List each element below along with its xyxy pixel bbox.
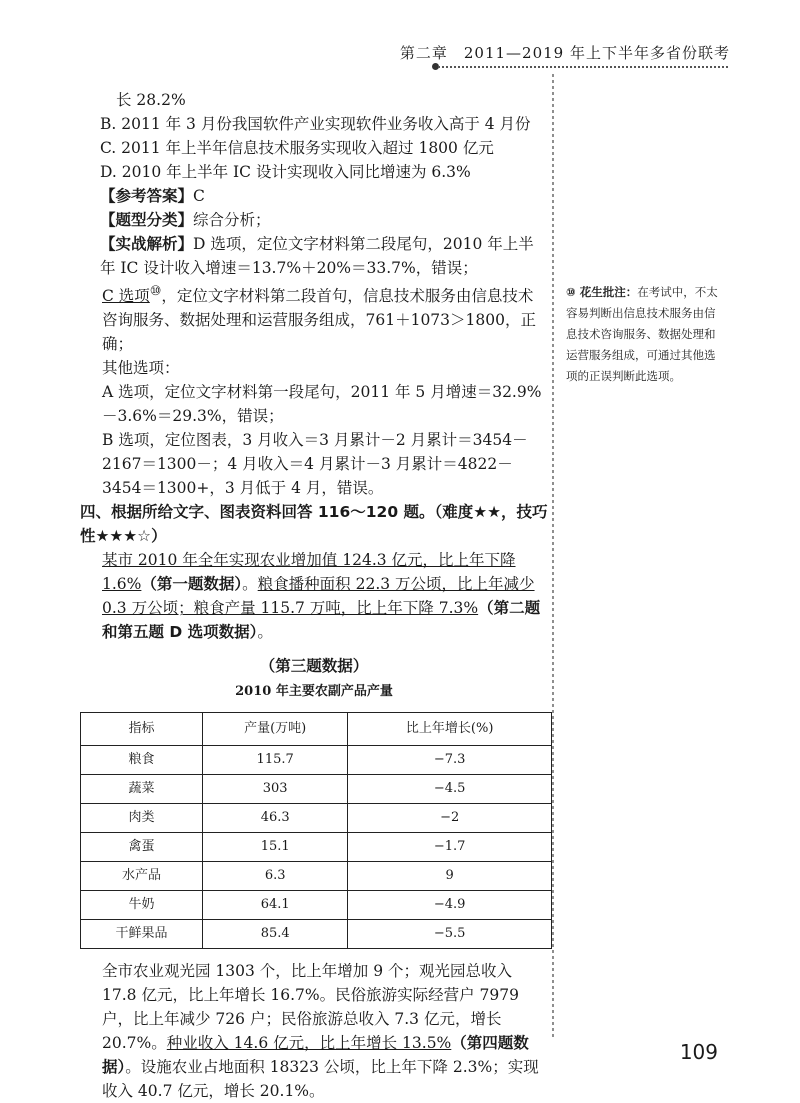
- analysis-d-text: D 选项，定位文字材料第二段尾句，2010 年上半年 IC 设计收入增速＝13.7%＋20%＝33.7%，错误；: [100, 235, 534, 277]
- analysis-c-prefix: C 选项: [102, 287, 150, 306]
- table-title: 2010 年主要农副产品产量: [235, 684, 393, 700]
- footnote-marker: ⑩: [149, 284, 162, 299]
- table-caption: （第三题数据）: [259, 657, 369, 676]
- header-dotted-rule: [438, 66, 728, 68]
- table-cell: 9: [348, 862, 552, 891]
- table-cell: −4.9: [348, 891, 552, 920]
- answer-label: 【参考答案】: [100, 187, 194, 205]
- data-tag-1: （第一题数据）: [141, 575, 243, 594]
- punct-2: 。: [257, 623, 273, 642]
- paragraph-2-text-1: 全市农业观光园 1303 个，比上年增加 9 个；观光园总收入 17.8 亿元，比上年增长 16.7%。民俗旅游实际经营户 7979 户，比上年减少 726 户；民俗旅游总收入 7.3 亿元，增长 20.7%。: [102, 962, 519, 1053]
- table-cell: 粮食: [81, 746, 203, 775]
- paragraph-2-text-2: 。设施农业占地面积 18323 公顷，比上年下降 2.3%；实现收入 40.7 亿元，增长 20.1%。: [102, 1058, 539, 1101]
- analysis-c-text: ，定位文字材料第二段首句，信息技术服务由信息技术咨询服务、数据处理和运营服务组成，761＋1073＞1800，正确；: [102, 287, 536, 354]
- table-row: [81, 920, 552, 949]
- analysis-label: 【实战解析】: [100, 235, 194, 253]
- data-tag-3: （第四题数据）: [102, 1034, 529, 1077]
- option-d: D. 2010 年上半年 IC 设计实现收入同比增速为 6.3%: [100, 163, 471, 181]
- table-row: [81, 775, 552, 804]
- table-cell: 303: [203, 775, 348, 804]
- table-header: 指标: [81, 713, 203, 746]
- table-row: [81, 804, 552, 833]
- table-cell: −5.5: [348, 920, 552, 949]
- answer-value: C: [193, 187, 205, 205]
- production-table: [80, 712, 552, 949]
- type-line: [80, 208, 548, 232]
- other-options-label: 其他选项：: [102, 359, 180, 378]
- material-paragraph-2: [80, 959, 548, 1103]
- type-value: 综合分析；: [193, 211, 271, 229]
- table-cell: 6.3: [203, 862, 348, 891]
- underlined-text-3: 种业收入 14.6 亿元，比上年增长 13.5%: [166, 1034, 452, 1053]
- table-header-row: [81, 713, 552, 746]
- table-cell: 115.7: [203, 746, 348, 775]
- margin-note-text: 在考试中，不太容易判断出信息技术服务由信息技术咨询服务、数据处理和运营服务组成，可通过其他选项的正误判断此选项。: [566, 285, 718, 383]
- data-tag-2: （第二题和第五题 D 选项数据）: [102, 599, 541, 642]
- option-c: C. 2011 年上半年信息技术服务实现收入超过 1800 亿元: [100, 139, 494, 157]
- material-paragraph-1: [80, 548, 548, 644]
- table-cell: 46.3: [203, 804, 348, 833]
- analysis-c: [80, 280, 548, 356]
- table-row: [81, 862, 552, 891]
- table-cell: −4.5: [348, 775, 552, 804]
- table-cell: 64.1: [203, 891, 348, 920]
- analysis-b: B 选项，定位图表，3 月收入＝3 月累计－2 月累计＝3454－2167＝1300－；4 月收入＝4 月累计－3 月累计＝4822－3454＝1300+，3 月低于 4 月，错误。: [102, 431, 528, 498]
- table-cell: 水产品: [81, 862, 203, 891]
- page-number: 109: [679, 1040, 718, 1064]
- table-cell: 15.1: [203, 833, 348, 862]
- table-header: 比上年增长(%): [348, 713, 552, 746]
- table-cell: 牛奶: [81, 891, 203, 920]
- table-cell: −1.7: [348, 833, 552, 862]
- table-row: [81, 746, 552, 775]
- punct-1: 。: [242, 575, 258, 594]
- answer-line: [80, 184, 548, 208]
- main-column: [80, 88, 548, 1103]
- underlined-text-2: 粮食播种面积 22.3 万公顷，比上年减少 0.3 万公顷；粮食产量 115.7 万吨，比上年下降 7.3%: [102, 575, 535, 618]
- continued-line: 长 28.2%: [116, 91, 186, 109]
- margin-note-label: ⑩ 花生批注：: [566, 285, 638, 299]
- table-cell: 禽蛋: [81, 833, 203, 862]
- option-b: B. 2011 年 3 月份我国软件产业实现软件业务收入高于 4 月份: [100, 115, 531, 133]
- table-cell: −7.3: [348, 746, 552, 775]
- analysis-a: A 选项，定位文字材料第一段尾句，2011 年 5 月增速＝32.9%－3.6%＝29.3%，错误；: [102, 383, 542, 426]
- underlined-text-1: 某市 2010 年全年实现农业增加值 124.3 亿元，比上年下降 1.6%: [102, 551, 516, 594]
- section-four-heading: 四、根据所给文字、图表资料回答 116～120 题。（难度★★，技巧性★★★☆）: [80, 503, 548, 546]
- table-cell: 肉类: [81, 804, 203, 833]
- analysis-d: [80, 232, 548, 280]
- table-cell: 蔬菜: [81, 775, 203, 804]
- running-header: 第二章 2011—2019 年上下半年多省份联考: [399, 44, 730, 62]
- margin-note: [566, 282, 726, 387]
- table-header: 产量(万吨): [203, 713, 348, 746]
- type-label: 【题型分类】: [100, 211, 194, 229]
- table-row: [81, 833, 552, 862]
- table-cell: 85.4: [203, 920, 348, 949]
- table-cell: −2: [348, 804, 552, 833]
- table-row: [81, 891, 552, 920]
- table-cell: 干鲜果品: [81, 920, 203, 949]
